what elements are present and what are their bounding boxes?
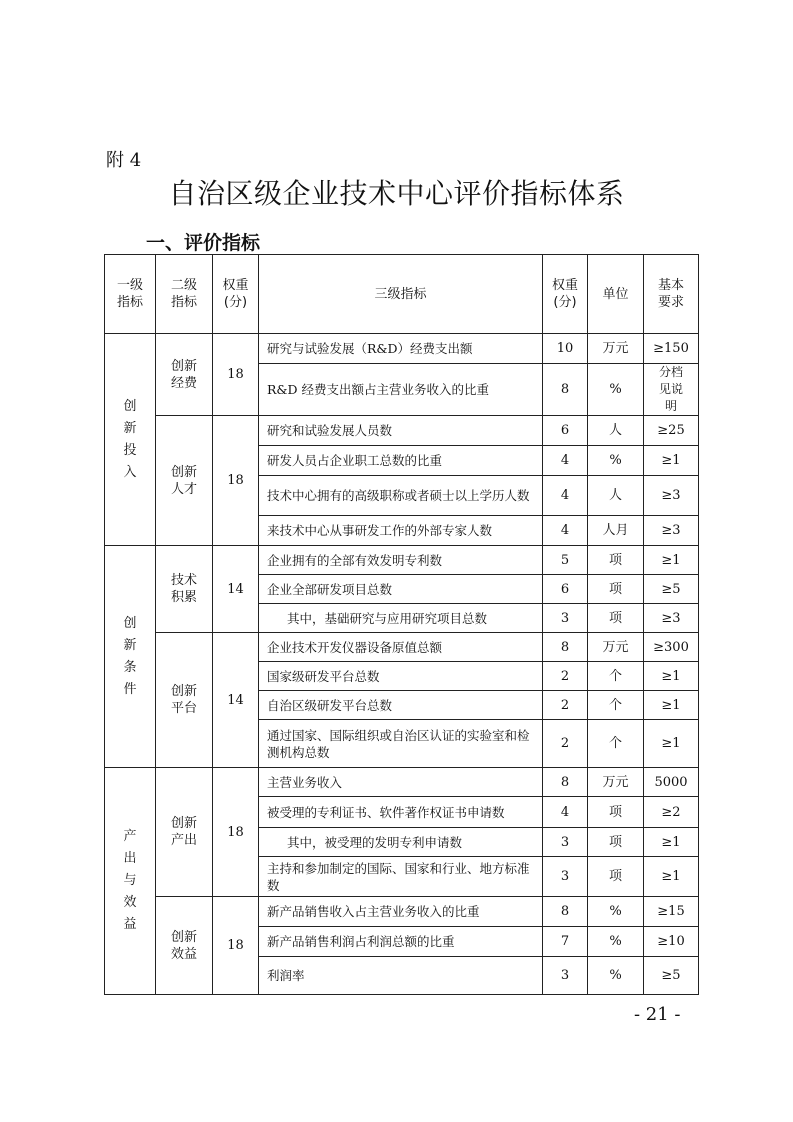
level3-weight: 3 (543, 957, 588, 995)
level3-weight: 3 (543, 604, 588, 633)
section-heading: 一、评价指标 (146, 232, 261, 254)
unit-cell: 项 (588, 857, 644, 897)
level3-indicator: 技术中心拥有的高级职称或者硕士以上学历人数 (259, 476, 543, 516)
table-body (105, 334, 699, 995)
level3-indicator: 自治区级研发平台总数 (259, 691, 543, 720)
level3-weight: 8 (543, 768, 588, 797)
requirement-cell: ≥1 (644, 720, 699, 768)
table-row (105, 633, 699, 662)
level3-indicator: 主持和参加制定的国际、国家和行业、地方标准数 (259, 857, 543, 897)
level3-weight: 2 (543, 720, 588, 768)
level3-indicator: 国家级研发平台总数 (259, 662, 543, 691)
level3-indicator: R&D 经费支出额占主营业务收入的比重 (259, 364, 543, 416)
unit-cell: 万元 (588, 768, 644, 797)
table-header-row (105, 255, 699, 334)
unit-cell: % (588, 957, 644, 995)
requirement-cell: ≥1 (644, 546, 699, 575)
requirement-cell: ≥3 (644, 604, 699, 633)
level2-weight: 18 (213, 334, 259, 416)
level3-indicator: 企业技术开发仪器设备原值总额 (259, 633, 543, 662)
level2-weight: 18 (213, 897, 259, 995)
level3-weight: 3 (543, 828, 588, 857)
level3-indicator: 利润率 (259, 957, 543, 995)
unit-cell: 人 (588, 416, 644, 446)
unit-cell: 项 (588, 797, 644, 828)
header-unit: 单位 (588, 255, 644, 334)
table-row (105, 416, 699, 446)
requirement-cell: ≥1 (644, 446, 699, 476)
unit-cell: 人 (588, 476, 644, 516)
level2-weight: 14 (213, 546, 259, 633)
requirement-cell: ≥1 (644, 828, 699, 857)
unit-cell: 项 (588, 575, 644, 604)
unit-cell: 万元 (588, 334, 644, 364)
level2-label: 创新人才 (156, 416, 213, 546)
level3-weight: 10 (543, 334, 588, 364)
level3-weight: 4 (543, 476, 588, 516)
header-level2: 二级指标 (156, 255, 213, 334)
unit-cell: 个 (588, 691, 644, 720)
header-level3: 三级指标 (259, 255, 543, 334)
requirement-cell: ≥25 (644, 416, 699, 446)
unit-cell: % (588, 927, 644, 957)
level3-weight: 8 (543, 364, 588, 416)
level3-indicator: 研究与试验发展（R&D）经费支出额 (259, 334, 543, 364)
header-weight3: 权重(分) (543, 255, 588, 334)
level2-weight: 18 (213, 416, 259, 546)
annex-label: 附 4 (106, 150, 142, 171)
table-row (105, 546, 699, 575)
unit-cell: 个 (588, 662, 644, 691)
level3-indicator: 研发人员占企业职工总数的比重 (259, 446, 543, 476)
requirement-cell: ≥5 (644, 575, 699, 604)
requirement-cell: 5000 (644, 768, 699, 797)
level2-weight: 18 (213, 768, 259, 897)
level3-indicator: 被受理的专利证书、软件著作权证书申请数 (259, 797, 543, 828)
unit-cell: 万元 (588, 633, 644, 662)
requirement-cell: ≥5 (644, 957, 699, 995)
level3-weight: 8 (543, 897, 588, 927)
requirement-cell: ≥150 (644, 334, 699, 364)
level3-indicator: 新产品销售收入占主营业务收入的比重 (259, 897, 543, 927)
level1-cell (105, 768, 156, 995)
level3-indicator: 来技术中心从事研发工作的外部专家人数 (259, 516, 543, 546)
level3-weight: 3 (543, 857, 588, 897)
requirement-cell: ≥2 (644, 797, 699, 828)
table-row (105, 897, 699, 927)
level3-indicator: 研究和试验发展人员数 (259, 416, 543, 446)
requirement-cell: ≥1 (644, 857, 699, 897)
header-requirement: 基本要求 (644, 255, 699, 334)
level3-weight: 6 (543, 575, 588, 604)
level2-label: 技术积累 (156, 546, 213, 633)
level1-label: 创新投入 (123, 398, 137, 480)
level3-indicator: 企业全部研发项目总数 (259, 575, 543, 604)
level3-weight: 2 (543, 691, 588, 720)
header-level1: 一级指标 (105, 255, 156, 334)
level3-weight: 4 (543, 516, 588, 546)
unit-cell: % (588, 364, 644, 416)
requirement-cell: ≥3 (644, 476, 699, 516)
level3-indicator: 其中，基础研究与应用研究项目总数 (259, 604, 543, 633)
level1-label: 创新条件 (123, 615, 137, 697)
table-row (105, 768, 699, 797)
requirement-cell: ≥1 (644, 662, 699, 691)
unit-cell: 人月 (588, 516, 644, 546)
unit-cell: 个 (588, 720, 644, 768)
level2-label: 创新平台 (156, 633, 213, 768)
level3-indicator: 主营业务收入 (259, 768, 543, 797)
level1-label: 产出与效益 (123, 829, 137, 932)
level3-indicator: 新产品销售利润占利润总额的比重 (259, 927, 543, 957)
level3-weight: 6 (543, 416, 588, 446)
level2-label: 创新效益 (156, 897, 213, 995)
unit-cell: % (588, 446, 644, 476)
unit-cell: % (588, 897, 644, 927)
level1-cell (105, 546, 156, 768)
page-title: 自治区级企业技术中心评价指标体系 (168, 177, 625, 210)
level3-weight: 4 (543, 446, 588, 476)
requirement-cell: 分档见说明 (644, 364, 699, 416)
requirement-cell: ≥300 (644, 633, 699, 662)
level3-weight: 7 (543, 927, 588, 957)
level2-label: 创新产出 (156, 768, 213, 897)
level3-indicator: 企业拥有的全部有效发明专利数 (259, 546, 543, 575)
unit-cell: 项 (588, 828, 644, 857)
unit-cell: 项 (588, 604, 644, 633)
level3-indicator: 通过国家、国际组织或自治区认证的实验室和检测机构总数 (259, 720, 543, 768)
unit-cell: 项 (588, 546, 644, 575)
requirement-cell: ≥10 (644, 927, 699, 957)
level3-weight: 2 (543, 662, 588, 691)
level3-indicator: 其中，被受理的发明专利申请数 (259, 828, 543, 857)
requirement-cell: ≥3 (644, 516, 699, 546)
requirement-cell: ≥1 (644, 691, 699, 720)
requirement-cell: ≥15 (644, 897, 699, 927)
page-number: - 21 - (634, 1004, 681, 1025)
table-row (105, 334, 699, 364)
level3-weight: 5 (543, 546, 588, 575)
level3-weight: 4 (543, 797, 588, 828)
level1-cell (105, 334, 156, 546)
level2-weight: 14 (213, 633, 259, 768)
header-weight2: 权重(分) (213, 255, 259, 334)
level3-weight: 8 (543, 633, 588, 662)
level2-label: 创新经费 (156, 334, 213, 416)
indicator-table (104, 254, 699, 995)
